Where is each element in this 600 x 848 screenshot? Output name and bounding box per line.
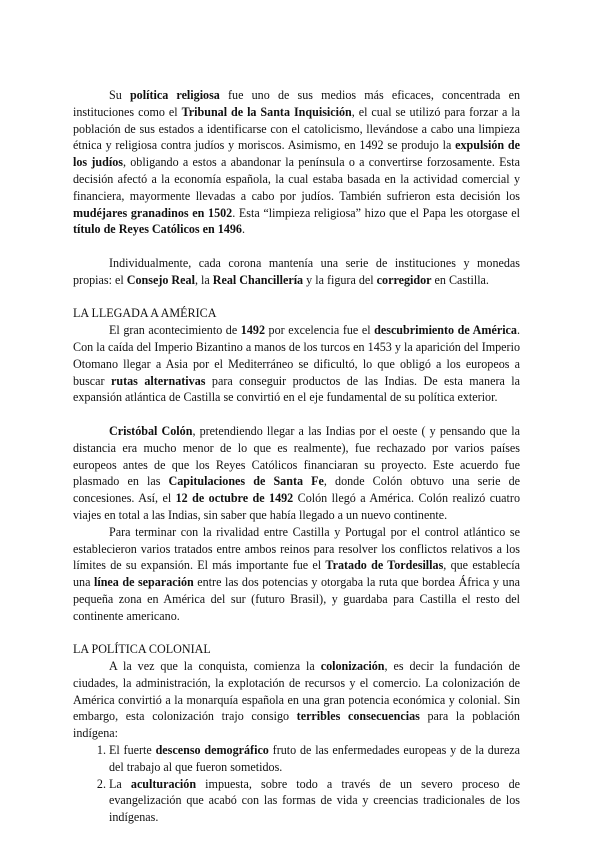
text-run: fue uno de sus medios más eficaces, concentrada en instituciones como el xyxy=(73,88,521,119)
bold-term: rutas alternativas xyxy=(111,373,206,388)
paragraph-colonization xyxy=(73,658,520,742)
paragraph-institutions xyxy=(73,255,520,289)
text-run: Para terminar con la rivalidad entre Castilla y Portugal por el control atlántico se establecieron varios tratados entre ambos reinos para resolver los conflictos relativos a los límites de su expansión. El más importante fue el xyxy=(73,524,520,573)
text-run: para conseguir productos de las Indias. De esta manera la expansión atlántica de Castilla se convirtió en el eje fundamental de su política exterior. xyxy=(73,373,521,405)
bold-term: descubrimiento de América xyxy=(374,323,517,338)
bold-term: política religiosa xyxy=(129,88,220,102)
text-run: Individualmente, cada corona mantenía una serie de instituciones y monedas propias: el xyxy=(73,255,520,287)
bold-term: corregidor xyxy=(376,272,432,287)
text-run: para la población indígena: xyxy=(73,709,520,741)
paragraph-tordesillas xyxy=(73,524,520,625)
consequences-list xyxy=(73,742,520,826)
bold-term: 12 de octubre de 1492 xyxy=(175,491,294,506)
paragraph-columbus xyxy=(73,423,520,524)
text-run: La xyxy=(109,776,131,791)
bold-term: título de Reyes Católicos en 1496 xyxy=(73,222,242,237)
bold-term: Tratado de Tordesillas xyxy=(325,558,444,573)
bold-term: colonización xyxy=(320,659,385,674)
text-run: , donde Colón obtuvo una serie de concesiones. Así, el xyxy=(73,474,520,506)
text-run: El fuerte xyxy=(109,743,156,758)
text-run: , es decir la fundación de ciudades, la administración, la explotación de recursos y el comercio. La colonización de América convirtió a la monarquía española en una gran potencia económica y colonial. Sin embargo, esta colonización trajo consigo xyxy=(73,659,520,724)
bold-term: línea de separación xyxy=(93,575,194,590)
paragraph-gap xyxy=(73,625,520,642)
text-run: . Esta “limpieza religiosa” hizo que el Papa les otorgase el xyxy=(232,205,520,220)
section-heading-colonial-policy: LA POLÍTICA COLONIAL xyxy=(73,642,211,657)
paragraph-gap xyxy=(73,289,520,306)
text-run: A la vez que la conquista, comienza la xyxy=(109,659,321,674)
text-run: en Castilla. xyxy=(431,272,489,287)
text-run: , la xyxy=(194,272,213,287)
bold-term: 1492 xyxy=(240,323,265,338)
bold-term: Tribunal de la Santa Inquisición xyxy=(181,104,352,119)
paragraph-gap xyxy=(73,238,520,255)
list-item xyxy=(109,776,520,826)
section-heading-america: LA LLEGADA A AMÉRICA xyxy=(73,306,217,321)
bold-term: expulsión de los judíos xyxy=(73,138,520,170)
text-run: . Con la caída del Imperio Bizantino a manos de los turcos en 1453 y la aparición del Imperio Otomano llegar a Asia por el Mediterráneo se dificultó, lo que obligó a los europeos a buscar xyxy=(73,323,520,388)
text-run: Colón llegó a América. Colón realizó cuatro viajes en total a las Indias, sin saber que había llegado a un nuevo continente. xyxy=(73,491,520,522)
bold-term: Real Chancillería xyxy=(212,272,304,287)
text-run: entre las dos potencias y otorgaba la ruta que bordea África y una pequeña zona en América del sur (futuro Brasil), y guardaba para Castilla el resto del continente americano. xyxy=(73,575,520,623)
list-item xyxy=(109,742,520,776)
text-run: por excelencia fue el xyxy=(264,323,375,338)
text-run: y la figura del xyxy=(303,272,377,287)
text-run: , el cual se utilizó para forzar a la población de sus estados a identificarse con el catolicismo, llevándose a cabo una limpieza étnica y religiosa contra judíos y moriscos. Asimismo, en 1492 se produjo la xyxy=(73,104,521,153)
bold-term: Consejo Real xyxy=(126,272,195,287)
bold-term: Capitulaciones de Santa Fe xyxy=(168,474,324,489)
text-run: , que establecía una xyxy=(73,558,520,590)
text-run: Su xyxy=(109,88,130,102)
text-run: fruto de las enfermedades europeas y de la dureza del trabajo al que fueron sometidos. xyxy=(109,743,520,774)
bold-term: descenso demográfico xyxy=(155,743,269,758)
paragraph-gap xyxy=(73,406,520,423)
bold-term: Cristóbal Colón xyxy=(109,423,193,438)
paragraph-religious-policy xyxy=(73,87,520,238)
text-run: , obligando a estos a abandonar la península o a convertirse forzosamente. Esta decisión afectó a la economía española, la cual estaba basada en la actividad comercial y financiera, mayormente llevadas a cabo por judíos. También sufrieron esta decisión los xyxy=(73,155,520,203)
bold-term: aculturación xyxy=(130,776,197,791)
text-run: , pretendiendo llegar a las Indias por el oeste ( y pensando que la distancia era mucho menor de lo que es realmente), fue rechazado por varios países europeos antes de que los Reyes Católicos financiaran su proyecto. Este acuerdo fue plasmado en las xyxy=(73,423,520,489)
paragraph-discovery xyxy=(73,322,520,406)
text-run: impuesta, sobre todo a través de un severo proceso de evangelización que acabó con las formas de vida y creencias tradicionales de los indígenas. xyxy=(109,776,520,825)
bold-term: terribles consecuencias xyxy=(296,709,420,724)
bold-term: mudéjares granadinos en 1502 xyxy=(73,205,233,220)
text-run: El gran acontecimiento de xyxy=(109,323,241,338)
text-run: . xyxy=(241,222,245,237)
